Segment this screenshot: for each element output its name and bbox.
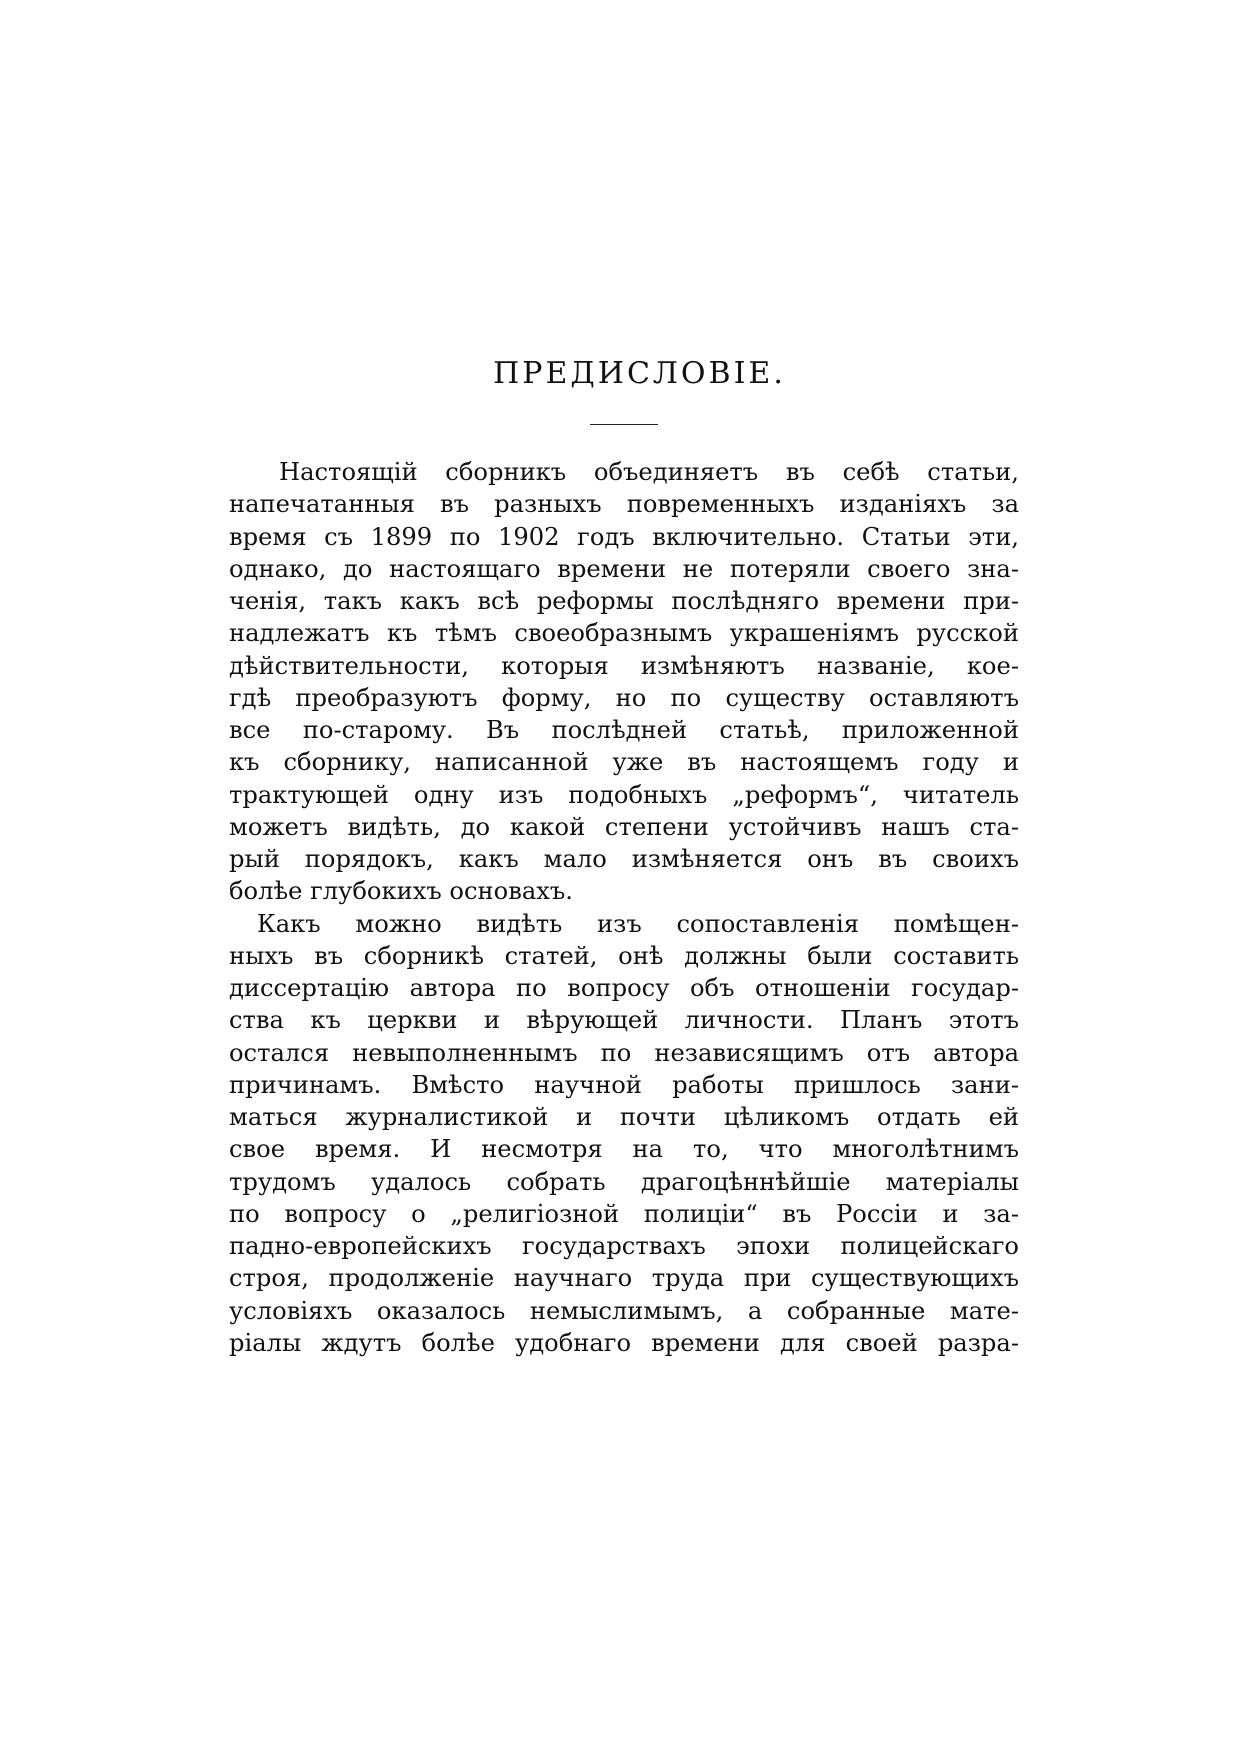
text-line: все по-старому. Въ послѣдней статьѣ, приложенной <box>229 716 1019 744</box>
text-line: рый порядокъ, какъ мало измѣняется онъ въ своихъ <box>229 845 1019 873</box>
text-line: Настоящій сборникъ объединяетъ въ себѣ статьи, <box>279 458 1019 486</box>
title-divider <box>590 424 658 425</box>
text-line: напечатанныя въ разныхъ повременныхъ изданіяхъ за <box>229 490 1019 519</box>
text-line: ріалы ждутъ болѣе удобнаго времени для своей разра- <box>229 1328 1019 1357</box>
text-line: можетъ видѣть, до какой степени устойчивъ нашъ ста- <box>229 812 1019 841</box>
page-title: ПРЕДИСЛОВІЕ. <box>493 356 786 391</box>
text-line: условіяхъ оказалось немыслимымъ, а собранные мате- <box>229 1296 1019 1325</box>
preface-body <box>229 456 1019 1359</box>
text-line: причинамъ. Вмѣсто научной работы пришлось зани- <box>229 1070 1019 1099</box>
text-line: къ сборнику, написанной уже въ настоящемъ году и <box>229 748 1019 777</box>
text-line: время съ 1899 по 1902 годъ включительно. Статьи эти, <box>229 522 1019 551</box>
text-line: Какъ можно видѣть изъ сопоставленія помѣщен- <box>257 909 1019 938</box>
text-line: свое время. И несмотря на то, что многолѣтнимъ <box>229 1135 1019 1164</box>
text-line: гдѣ преобразуютъ форму, но по существу оставляютъ <box>229 683 1019 712</box>
text-line: болѣе глубокихъ основахъ. <box>229 877 573 906</box>
text-line: дѣйствительности, которыя измѣняютъ названіе, кое- <box>229 651 1019 680</box>
text-line: по вопросу о „религіозной полиціи“ въ Россіи и за- <box>229 1199 1019 1228</box>
text-line: трудомъ удалось собрать драгоцѣннѣйшіе матеріалы <box>229 1167 1019 1196</box>
text-line: ченія, такъ какъ всѣ реформы послѣдняго времени при- <box>229 587 1019 615</box>
text-line: ства къ церкви и вѣрующей личности. Планъ этотъ <box>229 1006 1019 1035</box>
text-line: падно-европейскихъ государствахъ эпохи полицейскаго <box>229 1232 1019 1260</box>
text-line: остался невыполненнымъ по независящимъ отъ автора <box>229 1038 1019 1067</box>
text-line: диссертацію автора по вопросу объ отношеніи государ- <box>229 974 1019 1002</box>
text-line: надлежатъ къ тѣмъ своеобразнымъ украшеніямъ русской <box>229 619 1019 648</box>
text-line: ныхъ въ сборникѣ статей, онѣ должны были составить <box>229 941 1019 970</box>
text-line: маться журналистикой и почти цѣликомъ отдать ей <box>229 1103 1019 1131</box>
text-line: однако, до настоящаго времени не потеряли своего зна- <box>229 554 1019 583</box>
text-line: строя, продолженіе научнаго труда при существующихъ <box>229 1264 1019 1293</box>
text-line: трактующей одну изъ подобныхъ „реформъ“, читатель <box>229 780 1019 809</box>
